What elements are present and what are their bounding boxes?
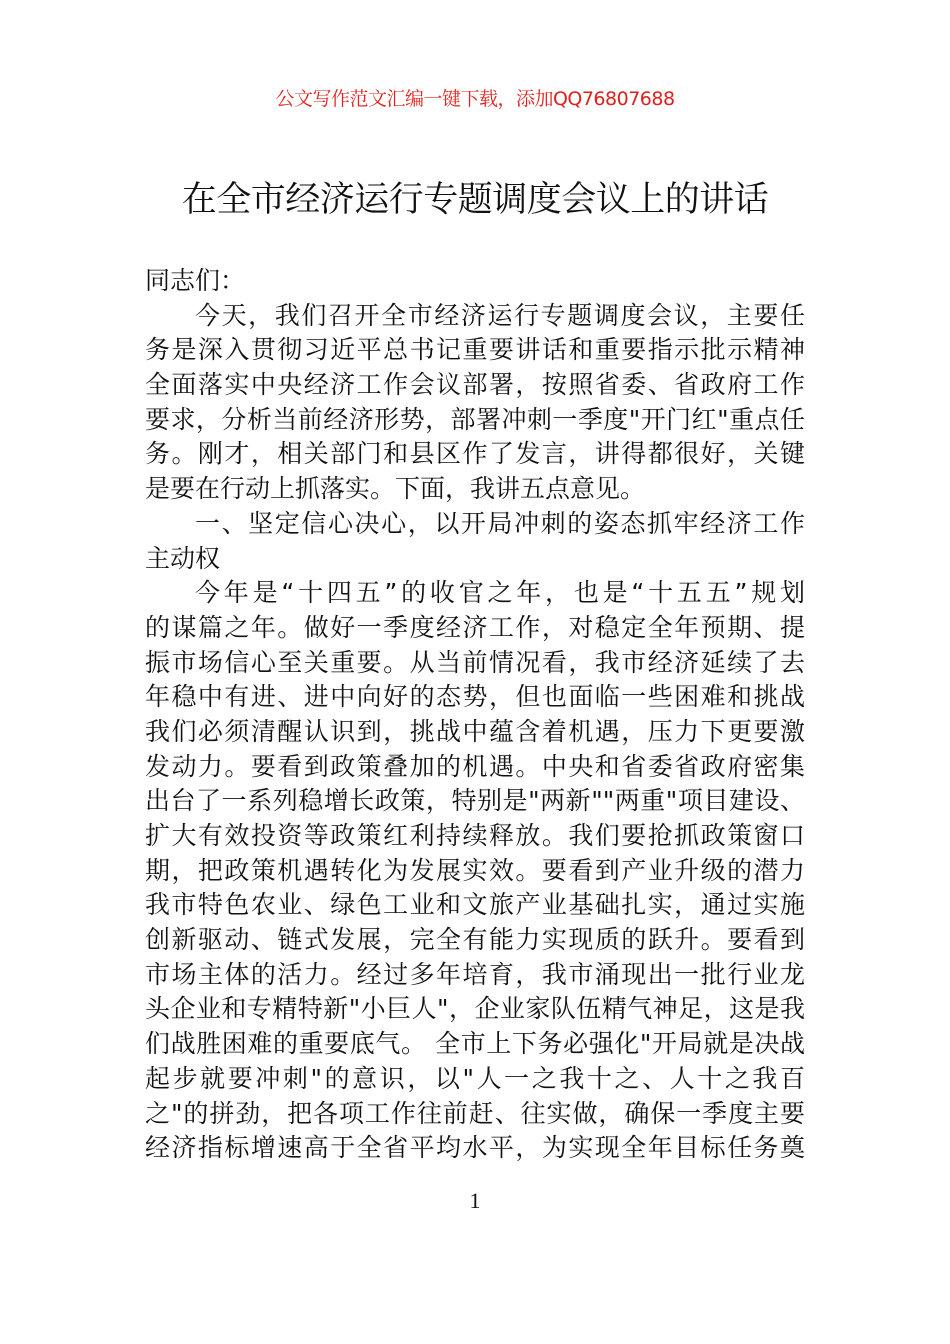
text-line: 务。刚才，相关部门和县区作了发言，讲得都很好，关键 <box>145 439 805 469</box>
text-line: 我市特色农业、绿色工业和文旅产业基础扎实，通过实施 <box>145 890 805 920</box>
text-line: 们战胜困难的重要底气。 全市上下务必强化"开局就是决战 <box>145 1029 805 1059</box>
text-line: 经济指标增速高于全省平均水平，为实现全年目标任务奠 <box>145 1133 805 1163</box>
text-line: 主动权 <box>145 543 221 573</box>
document-title: 在全市经济运行专题调度会议上的讲话 <box>181 180 769 220</box>
text-line: 年稳中有进、进中向好的态势，但也面临一些困难和挑战 <box>145 682 805 712</box>
text-line: 今天，我们召开全市经济运行专题调度会议，主要任 <box>195 300 805 330</box>
download-banner-link[interactable]: 公文写作范文汇编一键下载，添加QQ76807688 <box>275 88 675 110</box>
text-line: 我们必须清醒认识到，挑战中蕴含着机遇，压力下更要激 <box>145 716 805 746</box>
text-line: 的谋篇之年。做好一季度经济工作，对稳定全年预期、提 <box>145 612 805 642</box>
text-line: 市场主体的活力。经过多年培育，我市涌现出一批行业龙 <box>145 959 805 989</box>
text-line: 扩大有效投资等政策红利持续释放。我们要抢抓政策窗口 <box>145 821 805 850</box>
text-line: 同志们： <box>145 266 246 295</box>
text-line: 今年是“十四五”的收官之年，也是“十五五”规划 <box>195 578 805 608</box>
document-body <box>145 264 805 1166</box>
text-line: 之"的拼劲，把各项工作往前赶、往实做，确保一季度主要 <box>145 1098 805 1128</box>
page-number: 1 <box>469 1188 481 1213</box>
text-line: 出台了一系列稳增长政策，特别是"两新""两重"项目建设、 <box>145 786 805 816</box>
text-line: 要求，分析当前经济形势，部署冲刺一季度"开门红"重点任 <box>145 404 805 434</box>
text-line: 头企业和专精特新"小巨人"，企业家队伍精气神足，这是我 <box>145 994 805 1024</box>
text-line: 务是深入贯彻习近平总书记重要讲话和重要指示批示精神 <box>145 335 805 365</box>
text-line: 期，把政策机遇转化为发展实效。要看到产业升级的潜力 <box>145 855 805 885</box>
text-line: 起步就要冲刺"的意识，以"人一之我十之、人十之我百 <box>145 1063 805 1093</box>
text-line: 是要在行动上抓落实。下面，我讲五点意见。 <box>145 474 646 504</box>
text-line: 创新驱动、链式发展，完全有能力实现质的跃升。要看到 <box>145 925 805 955</box>
text-line: 一、坚定信心决心，以开局冲刺的姿态抓牢经济工作 <box>195 508 805 538</box>
text-line: 全面落实中央经济工作会议部署，按照省委、省政府工作 <box>145 370 805 400</box>
text-line: 振市场信心至关重要。从当前情况看，我市经济延续了去 <box>145 647 805 677</box>
text-line: 发动力。要看到政策叠加的机遇。中央和省委省政府密集 <box>145 751 805 781</box>
